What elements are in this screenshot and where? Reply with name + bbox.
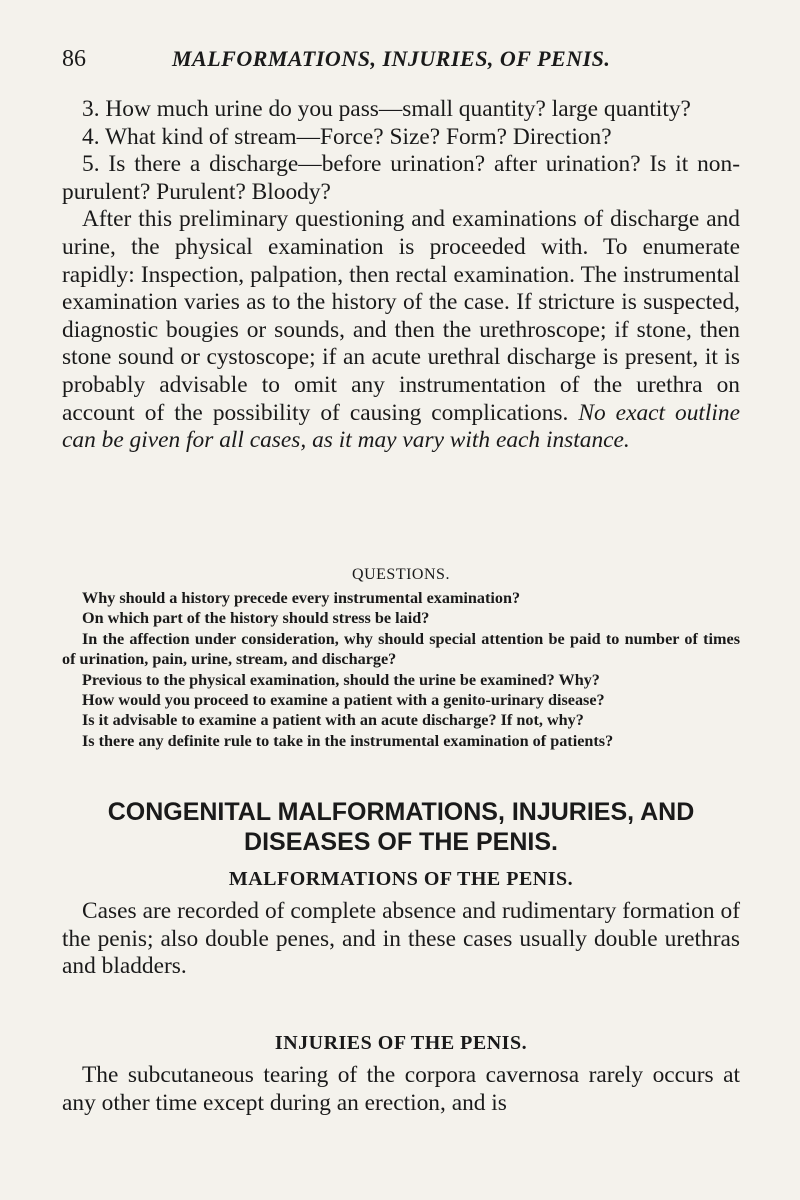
malformations-paragraph: Cases are recorded of complete absence and rudimentary formation of the penis; also double penes, and in these cases usually double urethras and bladders. — [62, 898, 740, 980]
questions-list — [62, 588, 740, 751]
question-item: How would you proceed to examine a patient with a genito-urinary disease? — [82, 691, 605, 710]
running-head: MALFORMATIONS, INJURIES, OF PENIS. — [172, 46, 611, 71]
paragraph-examination-italic: No exact outline can be given for all cases, as it may vary with each instance. — [62, 399, 741, 454]
paragraph-question-3: 3. How much urine do you pass—small quantity? large quantity? — [82, 96, 691, 122]
chapter-title — [62, 797, 740, 857]
section-text-malformations — [62, 898, 740, 981]
paragraph-examination — [62, 206, 740, 454]
page-number: 86 — [62, 46, 86, 72]
section-title-malformations: MALFORMATIONS OF THE PENIS. — [228, 868, 574, 890]
body-text — [62, 96, 740, 455]
paragraph-question-5: 5. Is there a discharge—before urination? after urination? Is it non-purulent? Purulent? Bloody? — [62, 151, 740, 205]
chapter-title-line-1: CONGENITAL MALFORMATIONS, INJURIES, AND — [107, 798, 695, 826]
question-item: Is it advisable to examine a patient with an acute discharge? If not, why? — [82, 711, 584, 730]
question-item: Is there any definite rule to take in the instrumental examination of patients? — [82, 731, 614, 750]
section-text-injuries — [62, 1062, 740, 1117]
question-item: In the affection under consideration, why should special attention be paid to number of times of urination, pain, urine, stream, and discharge? — [62, 629, 740, 669]
chapter-title-line-2: DISEASES OF THE PENIS. — [244, 828, 558, 856]
section-title-injuries: INJURIES OF THE PENIS. — [274, 1032, 528, 1054]
question-item: Why should a history precede every instrumental examination? — [82, 589, 521, 607]
injuries-paragraph: The subcutaneous tearing of the corpora cavernosa rarely occurs at any other time except during an erection, and is — [62, 1062, 740, 1116]
paragraph-question-4: 4. What kind of stream—Force? Size? Form? Direction? — [82, 123, 612, 150]
question-item: On which part of the history should stress be laid? — [82, 609, 430, 628]
question-item: Previous to the physical examination, should the urine be examined? Why? — [82, 670, 600, 689]
paragraph-examination-text: After this preliminary questioning and examinations of discharge and urine, the physical examination is proceeded with. To enumerate rapidly: Inspection, palpation, then rectal examination. The instrumental examination varies as to the history of the case. If stricture is suspected, diagnostic bougies or sounds, and then the urethroscope; if stone, then stone sound or cystoscope; if an acute urethral discharge is present, it is probably advisable to omit any instrumentation of the urethra on account of the possibility of causing complications. — [62, 206, 740, 426]
questions-title: QUESTIONS. — [352, 566, 450, 583]
page-header — [62, 46, 740, 78]
